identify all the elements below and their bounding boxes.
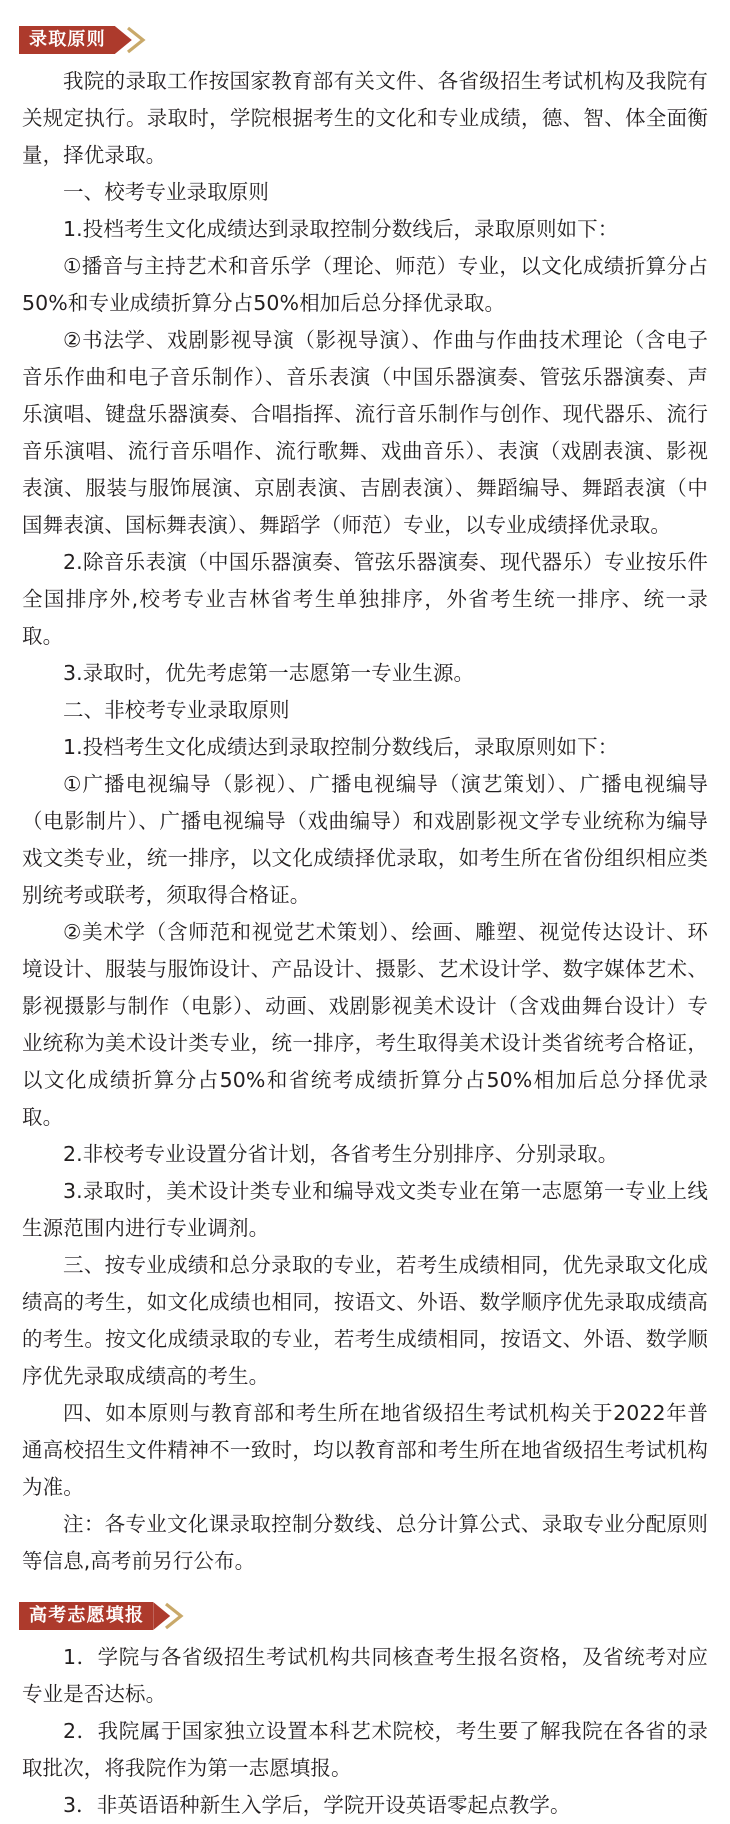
chevron-right-outline-icon [126,26,146,54]
paragraph: 3.录取时，优先考虑第一志愿第一专业生源。 [63,661,475,685]
section-badge-gaokao-application [19,1602,730,1630]
paragraph: 2.非校考专业设置分省计划，各省考生分别排序、分别录取。 [63,1142,619,1166]
badge-plate [19,26,115,54]
section-badge-admission-principles [19,26,730,54]
paragraph: 二、非校考专业录取原则 [63,698,290,722]
paragraph: 我院的录取工作按国家教育部有关文件、各省级招生考试机构及我院有关规定执行。录取时，学院根据考生的文化和专业成绩，德、智、体全面衡量，择优录取。 [22,69,708,167]
section-body-gaokao-application [0,1639,730,1824]
paragraph: ②书法学、戏剧影视导演（影视导演）、作曲与作曲技术理论（含电子音乐作曲和电子音乐制作）、音乐表演（中国乐器演奏、管弦乐器演奏、声乐演唱、键盘乐器演奏、合唱指挥、流行音乐制作与创作、现代器乐、流行音乐演唱、流行音乐唱作、流行歌舞、戏曲音乐）、表演（戏剧表演、影视表演、服装与服饰展演、京剧表演、吉剧表演）、舞蹈编导、舞蹈表演（中国舞表演、国标舞表演）、舞蹈学（师范）专业，以专业成绩择优录取。 [22,328,708,537]
paragraph: 2.除音乐表演（中国乐器演奏、管弦乐器演奏、现代器乐）专业按乐件全国排序外,校考专业吉林省考生单独排序，外省考生统一排序、统一录取。 [22,550,708,648]
paragraph: 1.投档考生文化成绩达到录取控制分数线后，录取原则如下： [63,735,619,759]
paragraph: 三、按专业成绩和总分录取的专业，若考生成绩相同，优先录取文化成绩高的考生，如文化成绩也相同，按语文、外语、数学顺序优先录取成绩高的考生。按文化成绩录取的专业，若考生成绩相同，按语文、外语、数学顺序优先录取成绩高的考生。 [22,1253,708,1388]
section-badge-label: 录取原则 [29,29,106,50]
section-badge-label: 高考志愿填报 [29,1605,145,1626]
paragraph: 3.录取时，美术设计类专业和编导戏文类专业在第一志愿第一专业上线生源范围内进行专业调剂。 [22,1179,708,1240]
paragraph: ②美术学（含师范和视觉艺术策划）、绘画、雕塑、视觉传达设计、环境设计、服装与服饰设计、产品设计、摄影、艺术设计学、数字媒体艺术、影视摄影与制作（电影）、动画、戏剧影视美术设计（含戏曲舞台设计）专业统称为美术设计类专业，统一排序，考生取得美术设计类省统考合格证，以文化成绩折算分占50%和省统考成绩折算分占50%相加后总分择优录取。 [22,920,708,1129]
paragraph: ①广播电视编导（影视）、广播电视编导（演艺策划）、广播电视编导（电影制片）、广播电视编导（戏曲编导）和戏剧影视文学专业统称为编导戏文类专业，统一排序，以文化成绩择优录取，如考生所在省份组织相应类别统考或联考，须取得合格证。 [22,772,708,907]
paragraph: ①播音与主持艺术和音乐学（理论、师范）专业，以文化成绩折算分占50%和专业成绩折算分占50%相加后总分择优录取。 [22,254,708,315]
paragraph: 2．我院属于国家独立设置本科艺术院校，考生要了解我院在各省的录取批次，将我院作为第一志愿填报。 [22,1719,708,1780]
paragraph: 1.投档考生文化成绩达到录取控制分数线后，录取原则如下： [63,217,619,241]
paragraph: 注：各专业文化课录取控制分数线、总分计算公式、录取专业分配原则等信息,高考前另行公布。 [22,1512,708,1573]
paragraph: 1．学院与各省级招生考试机构共同核查考生报名资格，及省统考对应专业是否达标。 [22,1645,708,1706]
chevron-right-outline-icon [164,1602,184,1630]
paragraph: 四、如本原则与教育部和考生所在地省级招生考试机构关于2022年普通高校招生文件精神不一致时，均以教育部和考生所在地省级招生考试机构为准。 [22,1401,708,1499]
paragraph: 一、校考专业录取原则 [63,180,269,204]
badge-plate [19,1602,153,1630]
paragraph: 3．非英语语种新生入学后，学院开设英语零起点教学。 [63,1793,571,1817]
section-body-admission-principles [0,63,730,1580]
